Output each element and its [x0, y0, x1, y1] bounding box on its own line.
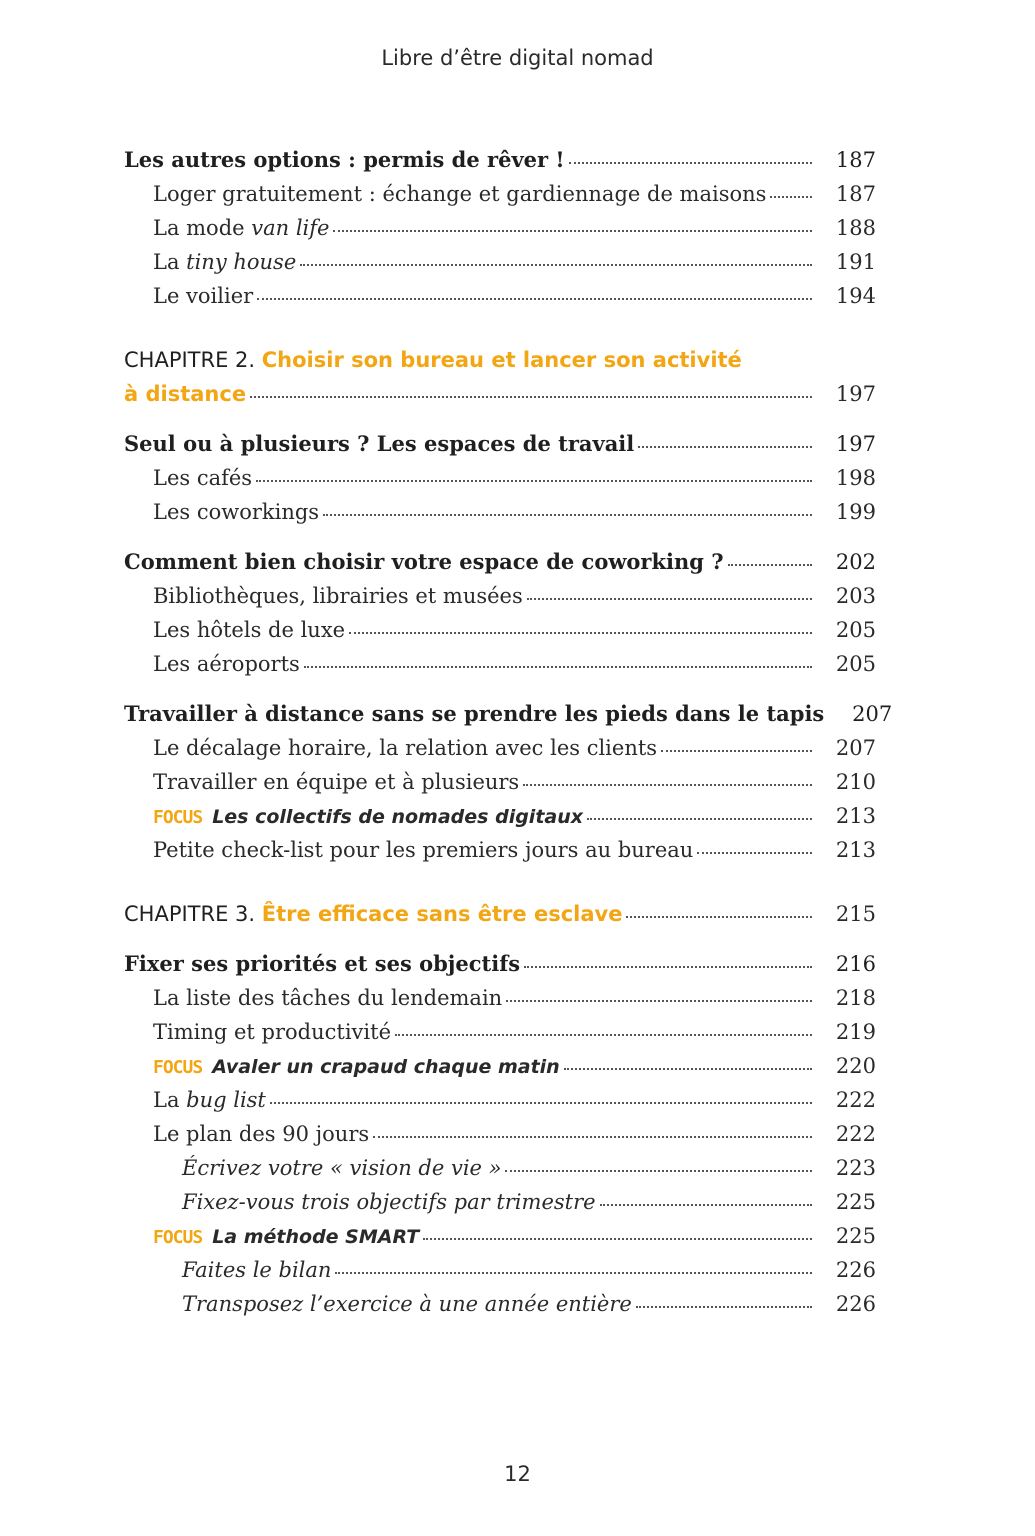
toc-entry-subsection[interactable] [124, 765, 876, 799]
toc-entry-page: 213 [835, 838, 876, 862]
dot-leader [395, 1033, 812, 1036]
toc-entry-title: Les aéroports [153, 652, 300, 676]
toc-entry-subsection[interactable] [124, 731, 876, 765]
toc-entry-title: Travailler à distance sans se prendre les pieds dans le tapis [124, 701, 825, 726]
running-head: Libre d’être digital nomad [381, 46, 654, 70]
toc-entry-page: 215 [835, 902, 876, 926]
toc-entry-page: 205 [835, 618, 876, 642]
toc-entry-subsection[interactable] [124, 177, 876, 211]
toc-entry-title [153, 245, 296, 279]
toc-entry-page: 198 [835, 466, 876, 490]
toc-entry-title: Avaler un crapaud chaque matin [212, 1056, 560, 1078]
title-emphasis: tiny house [186, 250, 297, 274]
dot-leader [636, 1305, 812, 1308]
toc-entry-focus[interactable] [124, 1049, 876, 1083]
toc-entry-page: 210 [835, 770, 876, 794]
toc-entry-subsection[interactable] [124, 211, 876, 245]
toc-entry-page: 197 [835, 382, 876, 406]
title-text: La [153, 1088, 187, 1112]
toc-entry-section[interactable] [124, 143, 876, 177]
dot-leader [304, 665, 812, 668]
toc-entry-page: 191 [835, 250, 876, 274]
toc-entry-subsection[interactable] [124, 613, 876, 647]
dot-leader [335, 1271, 812, 1274]
title-emphasis: van life [251, 216, 330, 240]
toc-entry-title: Les collectifs de nomades digitaux [212, 806, 584, 828]
table-of-contents [124, 143, 893, 1321]
toc-entry-page: 223 [835, 1156, 876, 1180]
toc-entry-page: 216 [835, 952, 876, 976]
dot-leader [770, 195, 812, 198]
dot-leader [569, 161, 812, 164]
title-emphasis: bug list [186, 1088, 266, 1112]
toc-entry-page: 218 [835, 986, 876, 1010]
toc-entry-title: Le décalage horaire, la relation avec les clients [153, 736, 658, 760]
toc-entry-page: 188 [835, 216, 876, 240]
toc-entry-title: Faites le bilan [182, 1258, 332, 1282]
dot-leader [587, 817, 812, 820]
toc-entry-section[interactable] [124, 545, 876, 579]
chapter-title: Choisir son bureau et lancer son activité [261, 348, 742, 372]
toc-entry-title: Seul ou à plusieurs ? Les espaces de travail [124, 431, 635, 456]
dot-leader [256, 479, 812, 482]
chapter-label: CHAPITRE 3. [124, 902, 262, 926]
toc-chapter-heading[interactable] [124, 343, 876, 377]
toc-entry-page: 205 [835, 652, 876, 676]
focus-tag: FOCUS [153, 1227, 203, 1248]
toc-chapter-heading-continued[interactable] [124, 377, 876, 411]
toc-entry-title: Les hôtels de luxe [153, 618, 346, 642]
toc-entry-title: Les autres options : permis de rêver ! [124, 147, 565, 172]
toc-entry-section[interactable] [124, 947, 876, 981]
toc-entry-focus[interactable] [124, 799, 876, 833]
toc-entry-title: Petite check-list pour les premiers jours au bureau [153, 838, 694, 862]
toc-entry-title: La méthode SMART [212, 1226, 420, 1248]
toc-entry-title: Les coworkings [153, 500, 320, 524]
dot-leader [661, 749, 812, 752]
dot-leader [333, 229, 812, 232]
dot-leader [527, 597, 812, 600]
dot-leader [564, 1067, 812, 1070]
toc-chapter-heading[interactable] [124, 897, 876, 931]
dot-leader [728, 563, 812, 566]
toc-entry-title: Écrivez votre « vision de vie » [182, 1156, 502, 1180]
toc-entry-page: 213 [835, 804, 876, 828]
toc-entry-page: 225 [835, 1190, 876, 1214]
dot-leader [506, 999, 812, 1002]
toc-entry-section[interactable] [124, 427, 876, 461]
dot-leader [697, 851, 812, 854]
toc-entry-focus[interactable] [124, 1219, 876, 1253]
dot-leader [600, 1203, 812, 1206]
toc-entry-title: Fixer ses priorités et ses objectifs [124, 951, 521, 976]
toc-entry-title: Fixez-vous trois objectifs par trimestre [182, 1190, 596, 1214]
title-text: La [153, 250, 187, 274]
toc-entry-page: 187 [835, 182, 876, 206]
toc-entry-page: 187 [835, 148, 876, 172]
toc-entry-subsection[interactable] [124, 1117, 876, 1151]
dot-leader [505, 1169, 812, 1172]
toc-entry-subsection[interactable] [124, 495, 876, 529]
toc-entry-subsection[interactable] [124, 647, 876, 681]
dot-leader [638, 445, 812, 448]
toc-entry-subsubsection[interactable] [124, 1253, 876, 1287]
chapter-title: Être efficace sans être esclave [261, 902, 623, 926]
toc-entry-title [153, 211, 329, 245]
toc-entry-title: Bibliothèques, librairies et musées [153, 584, 523, 608]
toc-entry-page: 219 [835, 1020, 876, 1044]
focus-tag: FOCUS [153, 1057, 203, 1078]
toc-entry-title: La liste des tâches du lendemain [153, 986, 503, 1010]
toc-entry-page: 199 [835, 500, 876, 524]
toc-entry-subsection[interactable] [124, 579, 876, 613]
toc-entry-page: 197 [835, 432, 876, 456]
toc-entry-page: 220 [835, 1054, 876, 1078]
dot-leader [349, 631, 812, 634]
toc-entry-subsubsection[interactable] [124, 1151, 876, 1185]
toc-entry-subsubsection[interactable] [124, 1185, 876, 1219]
toc-entry-subsection[interactable] [124, 461, 876, 495]
toc-entry-title: Le plan des 90 jours [153, 1122, 370, 1146]
toc-entry-subsection[interactable] [124, 981, 876, 1015]
dot-leader [250, 396, 812, 398]
toc-entry-page: 194 [835, 284, 876, 308]
toc-entry-page: 202 [835, 550, 876, 574]
dot-leader [323, 513, 812, 516]
dot-leader [423, 1237, 812, 1240]
toc-entry-title: Loger gratuitement : échange et gardiennage de maisons [153, 182, 767, 206]
dot-leader [300, 263, 812, 266]
chapter-label: CHAPITRE 2. [124, 348, 262, 372]
toc-entry-subsubsection[interactable] [124, 1287, 876, 1321]
toc-entry-subsection[interactable] [124, 1083, 876, 1117]
toc-entry-title: Transposez l’exercice à une année entière [182, 1292, 632, 1316]
toc-entry-title: Comment bien choisir votre espace de coworking ? [124, 549, 724, 574]
toc-entry-page: 207 [852, 702, 893, 726]
dot-leader [257, 297, 812, 300]
toc-entry-subsection[interactable] [124, 833, 876, 867]
page-number: 12 [504, 1462, 531, 1486]
title-text: La mode [153, 216, 252, 240]
toc-entry-page: 222 [835, 1122, 876, 1146]
toc-entry-subsection[interactable] [124, 1015, 876, 1049]
dot-leader [626, 916, 812, 918]
chapter-title-continued: à distance [124, 382, 247, 406]
dot-leader [270, 1101, 812, 1104]
toc-entry-subsection[interactable] [124, 245, 876, 279]
dot-leader [523, 783, 812, 786]
toc-entry-page: 225 [835, 1224, 876, 1248]
toc-entry-page: 226 [835, 1258, 876, 1282]
toc-entry-title: Timing et productivité [153, 1020, 391, 1044]
toc-entry-page: 222 [835, 1088, 876, 1112]
toc-entry-title: Travailler en équipe et à plusieurs [153, 770, 520, 794]
dot-leader [373, 1135, 812, 1138]
toc-entry-page: 226 [835, 1292, 876, 1316]
toc-entry-section[interactable] [124, 697, 893, 731]
toc-entry-page: 207 [835, 736, 876, 760]
toc-entry-page: 203 [835, 584, 876, 608]
toc-entry-subsection[interactable] [124, 279, 876, 313]
focus-tag: FOCUS [153, 807, 203, 828]
toc-entry-title [153, 1083, 266, 1117]
toc-entry-title: Les cafés [153, 466, 253, 490]
dot-leader [524, 965, 812, 968]
toc-entry-title: Le voilier [153, 284, 254, 308]
